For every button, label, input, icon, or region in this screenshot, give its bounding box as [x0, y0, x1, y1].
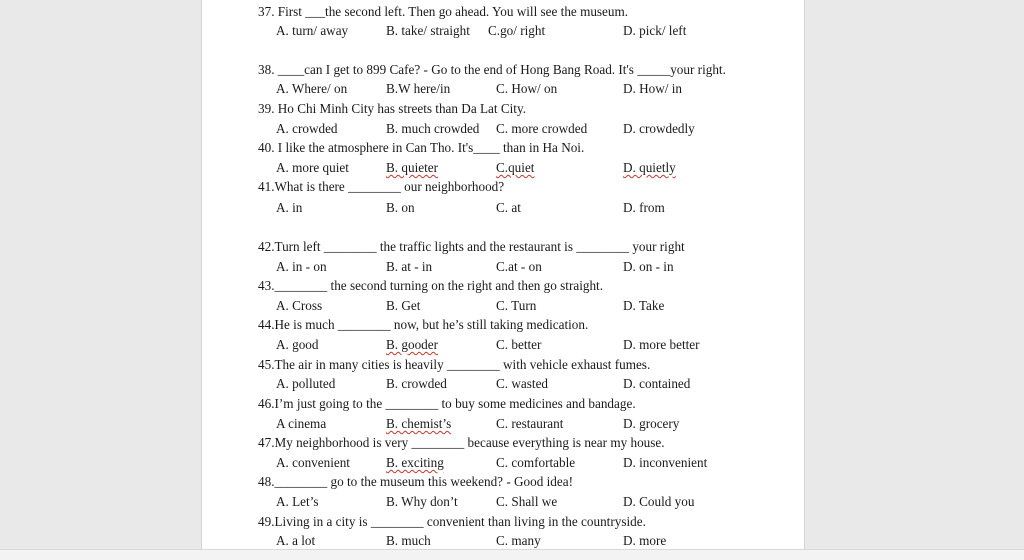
q47-option-c: C. comfortable: [496, 455, 576, 470]
q38-option-a: A. Where/ on: [276, 81, 348, 96]
q44-option-d: D. more better: [623, 337, 700, 352]
q40-option-a: A. more quiet: [276, 160, 349, 175]
q45-option-c: C. wasted: [496, 376, 549, 391]
question-46: 46.I’m just going to the ________ to buy some medicines and bandage.: [258, 396, 636, 411]
q49-option-a: A. a lot: [276, 533, 316, 548]
q37-option-d: D. pick/ left: [623, 23, 687, 38]
q42-option-c: C.at - on: [496, 259, 542, 274]
question-49: 49.Living in a city is ________ convenient than living in the countryside.: [258, 514, 646, 529]
question-37: 37. First ___the second left. Then go ahead. You will see the museum.: [258, 4, 629, 19]
q41-option-a: A. in: [276, 200, 303, 215]
q48-option-d: D. Could you: [623, 494, 695, 509]
q45-option-a: A. polluted: [276, 376, 336, 391]
q48-option-c: C. Shall we: [496, 494, 558, 509]
q47-option-b: B. exciting: [386, 455, 444, 470]
question-47: 47.My neighborhood is very ________ because everything is near my house.: [258, 435, 665, 450]
q37-option-b: B. take/ straight: [386, 23, 470, 38]
q47-option-d: D. inconvenient: [623, 455, 708, 470]
q38-option-d: D. How/ in: [623, 81, 682, 96]
question-40: 40. I like the atmosphere in Can Tho. It's____ than in Ha Noi.: [258, 140, 585, 155]
question-41: 41.What is there ________ our neighborhood?: [258, 179, 505, 194]
q46-option-a: A cinema: [276, 416, 327, 431]
q46-option-d: D. grocery: [623, 416, 680, 431]
q43-option-b: B. Get: [386, 298, 421, 313]
q40-option-d: D. quietly: [623, 160, 676, 175]
question-45: 45.The air in many cities is heavily ________ with vehicle exhaust fumes.: [258, 357, 651, 372]
q46-option-c: C. restaurant: [496, 416, 564, 431]
status-bar: [0, 549, 1024, 560]
q40-option-c: C.quiet: [496, 160, 535, 175]
q39-option-c: C. more crowded: [496, 121, 588, 136]
q40-option-b: B. quieter: [386, 160, 439, 175]
q49-option-c: C. many: [496, 533, 541, 548]
question-42: 42.Turn left ________ the traffic lights and the restaurant is ________ your right: [258, 239, 685, 254]
q39-option-b: B. much crowded: [386, 121, 480, 136]
q49-option-d: D. more: [623, 533, 667, 548]
q47-option-a: A. convenient: [276, 455, 350, 470]
q45-option-b: B. crowded: [386, 376, 447, 391]
q41-option-d: D. from: [623, 200, 665, 215]
q43-option-d: D. Take: [623, 298, 665, 313]
q46-option-b: B. chemist’s: [386, 416, 452, 431]
q44-option-a: A. good: [276, 337, 319, 352]
q37-option-a: A. turn/ away: [276, 23, 349, 38]
q48-option-a: A. Let’s: [276, 494, 319, 509]
q38-option-c: C. How/ on: [496, 81, 558, 96]
q38-option-b: B.W here/in: [386, 81, 451, 96]
q43-option-c: C. Turn: [496, 298, 537, 313]
question-39: 39. Ho Chi Minh City has streets than Da Lat City.: [258, 101, 526, 116]
q48-option-b: B. Why don’t: [386, 494, 458, 509]
q42-option-a: A. in - on: [276, 259, 327, 274]
document-page: [201, 0, 805, 549]
q39-option-a: A. crowded: [276, 121, 338, 136]
q49-option-b: B. much: [386, 533, 431, 548]
question-43: 43.________ the second turning on the right and then go straight.: [258, 278, 604, 293]
q45-option-d: D. contained: [623, 376, 691, 391]
question-48: 48.________ go to the museum this weekend? - Good idea!: [258, 474, 573, 489]
q41-option-c: C. at: [496, 200, 521, 215]
q44-option-b: B. gooder: [386, 337, 439, 352]
q43-option-a: A. Cross: [276, 298, 323, 313]
q39-option-d: D. crowdedly: [623, 121, 695, 136]
q44-option-c: C. better: [496, 337, 542, 352]
question-38: 38. ____can I get to 899 Cafe? - Go to the end of Hong Bang Road. It's _____your right.: [258, 62, 726, 77]
question-44: 44.He is much ________ now, but he’s still taking medication.: [258, 317, 589, 332]
q42-option-d: D. on - in: [623, 259, 674, 274]
q41-option-b: B. on: [386, 200, 415, 215]
q37-option-c: C.go/ right: [488, 23, 546, 38]
q42-option-b: B. at - in: [386, 259, 433, 274]
